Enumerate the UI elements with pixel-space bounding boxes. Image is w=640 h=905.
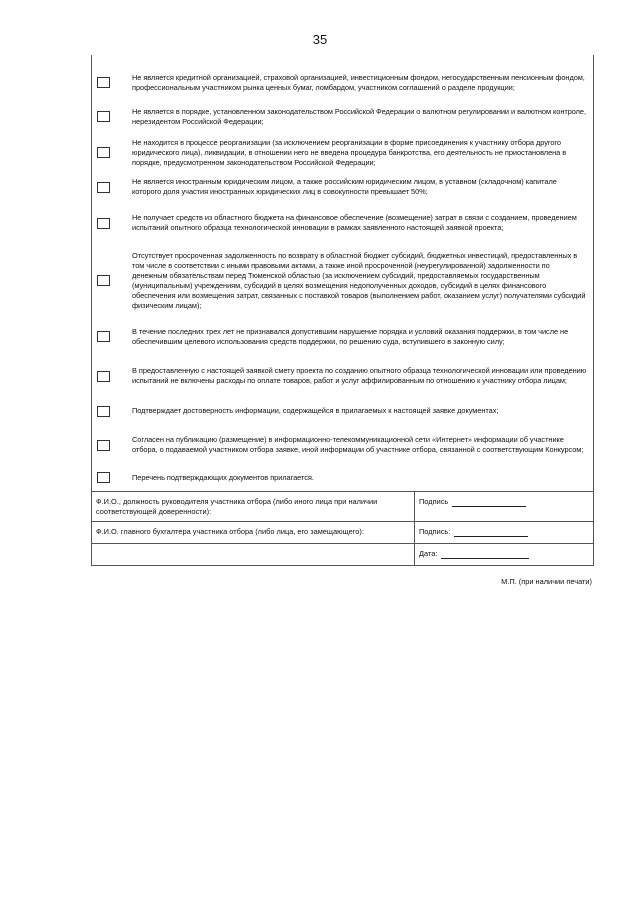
signature-table	[91, 491, 594, 566]
criteria-text: Перечень подтверждающих документов прилагается.	[132, 472, 314, 482]
accountant-signature-line[interactable]	[454, 527, 528, 537]
criteria-list	[91, 55, 594, 491]
criteria-item	[92, 133, 593, 172]
head-signature-cell	[415, 492, 594, 522]
criteria-item	[92, 426, 593, 464]
criteria-item	[92, 65, 593, 100]
criteria-checkbox[interactable]	[97, 406, 110, 417]
criteria-text: Не является кредитной организацией, страховой организацией, инвестиционным фондом, негосударственным пенсионным фондом, профессиональным участником рынка ценных бумаг, ломбардом, участником соглашений о разделе продукции;	[132, 72, 585, 92]
accountant-label: Ф.И.О. главного бухгалтера участника отбора (либо лица, его замещающего):	[92, 522, 415, 544]
criteria-item	[92, 100, 593, 133]
criteria-checkbox[interactable]	[97, 440, 110, 451]
criteria-item	[92, 244, 593, 317]
criteria-text: Не является иностранным юридическим лицом, а также российским юридическим лицом, в уставном (складочном) капитале которого доля участия иностранных юридических лиц в совокупности превышает 50%;	[132, 177, 557, 196]
criteria-text: Не является в порядке, установленном законодательством Российской Федерации о валютном регулировании и валютном контроле, нерезидентом Российской Федерации;	[132, 106, 586, 126]
date-label: Дата:	[419, 549, 438, 558]
date-cell	[415, 544, 594, 566]
date-row	[92, 544, 594, 566]
criteria-text: В течение последних трех лет не признавался допустившим нарушение порядка и условий оказания поддержки, в том числе не обеспечившим целевого использования средств поддержки, по решению суда, вступившего в законную силу;	[132, 326, 569, 346]
declaration-form	[91, 55, 594, 566]
date-line[interactable]	[441, 549, 529, 559]
criteria-item	[92, 202, 593, 244]
criteria-checkbox[interactable]	[97, 147, 110, 158]
head-signature-row	[92, 492, 594, 522]
empty-cell	[92, 544, 415, 566]
accountant-signature-cell	[415, 522, 594, 544]
accountant-signature-row	[92, 522, 594, 544]
criteria-checkbox[interactable]	[97, 472, 110, 483]
page-number: 35	[312, 32, 328, 47]
criteria-text: Согласен на публикацию (размещение) в информационно-телекоммуникационной сети «Интернет» информации об участнике отбора, о подаваемой участником отбора заявке, иной информации об участнике отбора, связанной с соответствующим Конкурсом;	[132, 435, 584, 454]
criteria-item	[92, 317, 593, 356]
stamp-note: М.П. (при наличии печати)	[501, 577, 592, 586]
accountant-signature-label: Подпись:	[419, 527, 451, 536]
criteria-checkbox[interactable]	[97, 371, 110, 382]
criteria-checkbox[interactable]	[97, 77, 110, 88]
criteria-item	[92, 172, 593, 202]
criteria-checkbox[interactable]	[97, 111, 110, 122]
criteria-text: Не получает средств из областного бюджета на финансовое обеспечение (возмещение) затрат в связи с созданием, проведением испытаний опытного образца технологической инновации в рамках заявленного настоящей заявкой проекта;	[132, 213, 577, 232]
criteria-checkbox[interactable]	[97, 331, 110, 342]
head-label: Ф.И.О., должность руководителя участника отбора (либо иного лица при наличии соответствующей доверенности):	[92, 492, 415, 522]
head-signature-label: Подпись	[419, 497, 449, 506]
criteria-checkbox[interactable]	[97, 218, 110, 229]
criteria-checkbox[interactable]	[97, 275, 110, 286]
criteria-item	[92, 464, 593, 491]
head-signature-line[interactable]	[452, 497, 526, 507]
criteria-text: Отсутствует просроченная задолженность по возврату в областной бюджет субсидий, бюджетных инвестиций, предоставленных в том числе в соответствии с иными правовыми актами, а также иной просроченной (неурегулированной) задолженности по денежным обязательствам перед Тюменской областью (за исключением субсидий, предоставляемых государственным (муниципальным) учреждениям, субсидий в целях возмещения недополученных доходов, субсидий в целях финансового обеспечения или возмещения затрат, связанных с поставкой товаров (выполнением работ, оказанием услуг) получателями субсидий физическим лицам);	[132, 250, 586, 310]
criteria-item	[92, 396, 593, 426]
criteria-text: В предоставленную с настоящей заявкой смету проекта по созданию опытного образца технологической инновации или проведению испытаний не включены расходы по оплате товаров, работ и услуг аффилированным по отношению к участнику отбора лицам;	[132, 366, 587, 385]
criteria-text: Не находится в процессе реорганизации (за исключением реорганизации в форме присоединения к участнику отбора другого юридического лица), ликвидации, в отношении него не введена процедура банкротства, его деятельность не приостановлена в порядке, предусмотренном законодательством Российской Федерации;	[132, 137, 567, 167]
criteria-text: Подтверждает достоверность информации, содержащейся в прилагаемых к настоящей заявке документах;	[132, 406, 499, 415]
criteria-item	[92, 356, 593, 396]
criteria-checkbox[interactable]	[97, 182, 110, 193]
